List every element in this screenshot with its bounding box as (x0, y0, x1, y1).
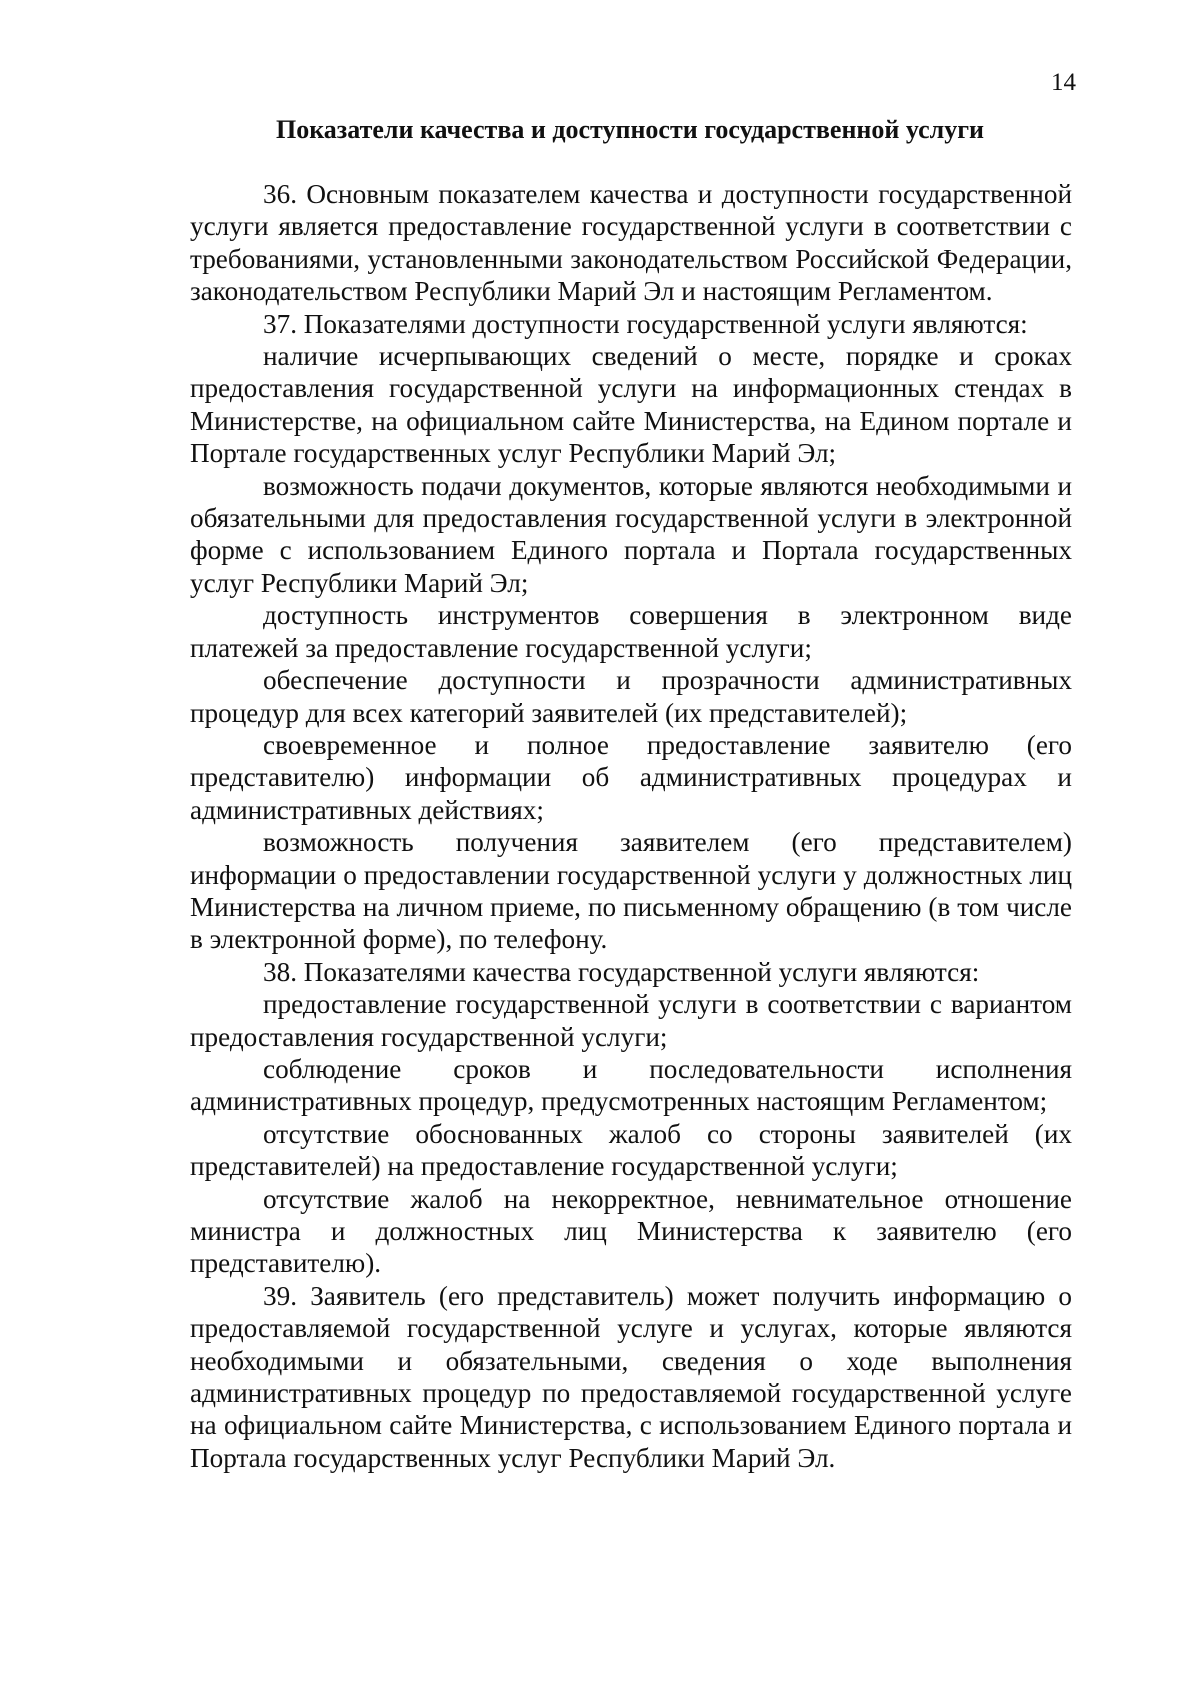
list-item-no-attitude-complaints: отсутствие жалоб на некорректное, невнимательное отношение министра и должностных лиц Министерства к заявителю (его представителю). (190, 1183, 1072, 1279)
list-item-deadlines: соблюдение сроков и последовательности исполнения административных процедур, предусмотренных настоящим Регламентом; (190, 1053, 1072, 1117)
list-item-electronic-payments: доступность инструментов совершения в электронном виде платежей за предоставление государственной услуги; (190, 600, 1072, 663)
paragraph-38-heading: 38. Показателями качества государственной услуги являются: (263, 956, 980, 987)
list-item-timely-information: своевременное и полное предоставление заявителю (его представителю) информации об административных процедурах и административных действиях; (190, 729, 1072, 825)
page-number: 14 (1051, 69, 1076, 96)
list-item-procedure-transparency: обеспечение доступности и прозрачности административных процедур для всех категорий заявителей (их представителей); (190, 665, 1072, 728)
paragraph-36: 36. Основным показателем качества и доступности государственной услуги является предоставление государственной услуги в соответствии с требованиями, установленными законодательством Российской Федерации, законодательством Республики Марий Эл и настоящим Регламентом. (190, 179, 1072, 307)
list-item-no-justified-complaints: отсутствие обоснованных жалоб со стороны заявителей (их представителей) на предоставление государственной услуги; (190, 1118, 1072, 1182)
list-item-information-from-officials: возможность получения заявителем (его представителем) информации о предоставлении государственной услуги у должностных лиц Министерства на личном приеме, по письменному обращению (в том числе в электронной форме), по телефону. (190, 827, 1072, 955)
paragraph-39: 39. Заявитель (его представитель) может получить информацию о предоставляемой государственной услуге и услугах, которые являются необходимыми и обязательными, сведения о ходе выполнения административных процедур по предоставляемой государственной услуге на официальном сайте Министерства, с использованием Единого портала и Портала государственных услуг Республики Марий Эл. (190, 1280, 1072, 1473)
list-item-service-variant: предоставление государственной услуги в соответствии с вариантом предоставления государственной услуги; (190, 989, 1072, 1052)
list-item-information-availability: наличие исчерпывающих сведений о месте, порядке и сроках предоставления государственной услуги на информационных стендах в Министерстве, на официальном сайте Министерства, на Едином портале и Портале государственных услуг Республики Марий Эл; (190, 341, 1072, 469)
list-item-electronic-submission: возможность подачи документов, которые являются необходимыми и обязательными для предоставления государственной услуги в электронной форме с использованием Единого портала и Портала государственных услуг Республики Марий Эл; (190, 470, 1072, 598)
paragraph-37-heading: 37. Показателями доступности государственной услуги являются: (263, 308, 1028, 339)
section-title: Показатели качества и доступности государственной услуги (275, 115, 985, 144)
document-body (190, 178, 1072, 1474)
